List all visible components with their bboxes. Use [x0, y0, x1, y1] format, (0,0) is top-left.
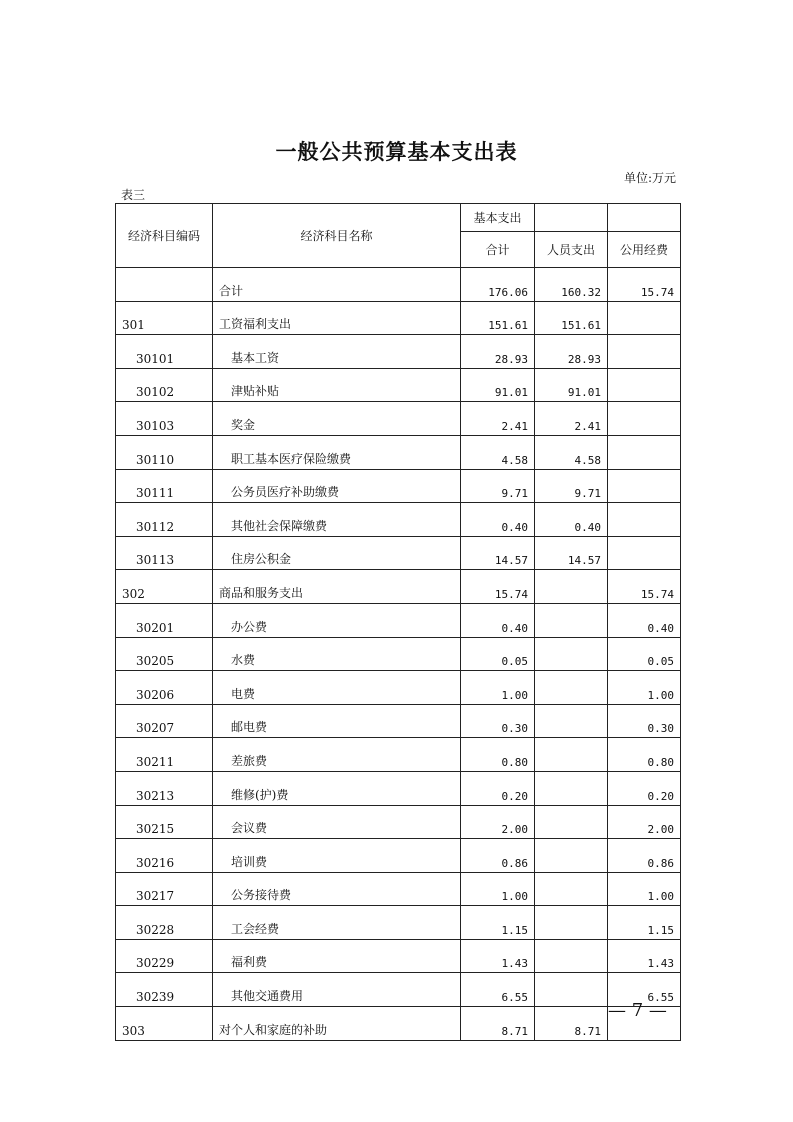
cell-total: 8.71 — [461, 1007, 535, 1041]
table-row — [116, 738, 681, 772]
cell-personnel — [535, 603, 608, 637]
cell-code: 30213 — [116, 771, 213, 805]
cell-name: 工资福利支出 — [213, 301, 461, 335]
cell-personnel — [535, 973, 608, 1007]
cell-total: 0.30 — [461, 704, 535, 738]
cell-code: 30205 — [116, 637, 213, 671]
cell-public: 1.15 — [608, 906, 681, 940]
cell-total: 0.80 — [461, 738, 535, 772]
cell-public — [608, 368, 681, 402]
header-name: 经济科目名称 — [213, 204, 461, 268]
cell-name: 水费 — [213, 637, 461, 671]
cell-personnel: 0.40 — [535, 503, 608, 537]
cell-code: 302 — [116, 570, 213, 604]
cell-name: 商品和服务支出 — [213, 570, 461, 604]
cell-public: 0.40 — [608, 603, 681, 637]
cell-public — [608, 469, 681, 503]
table-row — [116, 268, 681, 302]
cell-personnel — [535, 704, 608, 738]
cell-total: 176.06 — [461, 268, 535, 302]
cell-personnel — [535, 872, 608, 906]
cell-name: 其他交通费用 — [213, 973, 461, 1007]
cell-personnel: 14.57 — [535, 536, 608, 570]
cell-public — [608, 402, 681, 436]
cell-personnel: 28.93 — [535, 335, 608, 369]
cell-personnel — [535, 570, 608, 604]
cell-total: 15.74 — [461, 570, 535, 604]
cell-name: 基本工资 — [213, 335, 461, 369]
page-title: 一般公共预算基本支出表 — [275, 139, 518, 164]
table-row — [116, 301, 681, 335]
cell-name: 住房公积金 — [213, 536, 461, 570]
table-row — [116, 872, 681, 906]
header-blank-1 — [535, 204, 608, 232]
table-row — [116, 704, 681, 738]
cell-name: 电费 — [213, 671, 461, 705]
cell-total: 28.93 — [461, 335, 535, 369]
cell-public: 0.30 — [608, 704, 681, 738]
cell-code: 30217 — [116, 872, 213, 906]
cell-personnel — [535, 771, 608, 805]
table-row — [116, 335, 681, 369]
cell-personnel — [535, 839, 608, 873]
cell-public: 1.00 — [608, 872, 681, 906]
cell-name: 对个人和家庭的补助 — [213, 1007, 461, 1041]
table-label: 表三 — [121, 188, 146, 202]
header-basic: 基本支出 — [461, 204, 535, 232]
unit-label: 单位:万元 — [623, 171, 676, 185]
cell-personnel — [535, 805, 608, 839]
cell-total: 1.15 — [461, 906, 535, 940]
table-row — [116, 973, 681, 1007]
cell-total: 0.86 — [461, 839, 535, 873]
cell-total: 2.00 — [461, 805, 535, 839]
cell-code: 30110 — [116, 435, 213, 469]
cell-total: 14.57 — [461, 536, 535, 570]
cell-public — [608, 301, 681, 335]
table-row — [116, 603, 681, 637]
cell-name: 邮电费 — [213, 704, 461, 738]
cell-total: 1.00 — [461, 872, 535, 906]
cell-total: 91.01 — [461, 368, 535, 402]
cell-total: 1.43 — [461, 939, 535, 973]
cell-total: 4.58 — [461, 435, 535, 469]
cell-total: 0.40 — [461, 503, 535, 537]
table-row — [116, 939, 681, 973]
cell-public: 0.05 — [608, 637, 681, 671]
cell-public: 0.86 — [608, 839, 681, 873]
cell-code: 30101 — [116, 335, 213, 369]
cell-code: 30113 — [116, 536, 213, 570]
cell-code: 30239 — [116, 973, 213, 1007]
table-row — [116, 839, 681, 873]
cell-code: 30228 — [116, 906, 213, 940]
cell-code: 30207 — [116, 704, 213, 738]
cell-public: 0.80 — [608, 738, 681, 772]
cell-code: 30111 — [116, 469, 213, 503]
cell-personnel: 91.01 — [535, 368, 608, 402]
cell-name: 差旅费 — [213, 738, 461, 772]
cell-code: 303 — [116, 1007, 213, 1041]
table-row — [116, 469, 681, 503]
cell-code: 30229 — [116, 939, 213, 973]
cell-code: 30103 — [116, 402, 213, 436]
cell-name: 公务接待费 — [213, 872, 461, 906]
cell-personnel: 9.71 — [535, 469, 608, 503]
cell-code — [116, 268, 213, 302]
cell-public: 2.00 — [608, 805, 681, 839]
cell-personnel: 8.71 — [535, 1007, 608, 1041]
cell-total: 0.40 — [461, 603, 535, 637]
page-number: — 7 — — [608, 1000, 667, 1021]
table-row — [116, 771, 681, 805]
cell-total: 1.00 — [461, 671, 535, 705]
table-row — [116, 503, 681, 537]
cell-name: 培训费 — [213, 839, 461, 873]
cell-total: 151.61 — [461, 301, 535, 335]
cell-personnel — [535, 906, 608, 940]
cell-name: 公务员医疗补助缴费 — [213, 469, 461, 503]
cell-personnel — [535, 637, 608, 671]
table-row — [116, 906, 681, 940]
table-row — [116, 435, 681, 469]
cell-total: 2.41 — [461, 402, 535, 436]
cell-code: 301 — [116, 301, 213, 335]
table-row — [116, 402, 681, 436]
table-row — [116, 671, 681, 705]
cell-public: 15.74 — [608, 570, 681, 604]
cell-personnel: 4.58 — [535, 435, 608, 469]
cell-public: 1.43 — [608, 939, 681, 973]
table-row — [116, 368, 681, 402]
cell-total: 6.55 — [461, 973, 535, 1007]
table-row — [116, 805, 681, 839]
cell-name: 津贴补贴 — [213, 368, 461, 402]
cell-total: 0.20 — [461, 771, 535, 805]
table-row — [116, 570, 681, 604]
cell-public — [608, 536, 681, 570]
cell-public: 15.74 — [608, 268, 681, 302]
cell-total: 9.71 — [461, 469, 535, 503]
cell-code: 30102 — [116, 368, 213, 402]
cell-public — [608, 503, 681, 537]
header-code: 经济科目编码 — [116, 204, 213, 268]
cell-personnel — [535, 671, 608, 705]
budget-table — [115, 203, 681, 1041]
header-public: 公用经费 — [608, 232, 681, 268]
header-blank-2 — [608, 204, 681, 232]
header-personnel: 人员支出 — [535, 232, 608, 268]
cell-personnel: 151.61 — [535, 301, 608, 335]
cell-total: 0.05 — [461, 637, 535, 671]
cell-code: 30112 — [116, 503, 213, 537]
cell-personnel — [535, 939, 608, 973]
cell-code: 30206 — [116, 671, 213, 705]
cell-personnel — [535, 738, 608, 772]
cell-code: 30215 — [116, 805, 213, 839]
cell-code: 30201 — [116, 603, 213, 637]
cell-public: 6.55 — [608, 973, 681, 1007]
table-row — [116, 1007, 681, 1041]
cell-public: 1.00 — [608, 671, 681, 705]
cell-name: 合计 — [213, 268, 461, 302]
cell-name: 办公费 — [213, 603, 461, 637]
header-total: 合计 — [461, 232, 535, 268]
cell-personnel: 2.41 — [535, 402, 608, 436]
cell-name: 职工基本医疗保险缴费 — [213, 435, 461, 469]
cell-public — [608, 435, 681, 469]
cell-code: 30216 — [116, 839, 213, 873]
table-row — [116, 536, 681, 570]
cell-personnel: 160.32 — [535, 268, 608, 302]
cell-code: 30211 — [116, 738, 213, 772]
cell-name: 奖金 — [213, 402, 461, 436]
cell-public: 0.20 — [608, 771, 681, 805]
cell-public — [608, 335, 681, 369]
cell-name: 维修(护)费 — [213, 771, 461, 805]
cell-name: 福利费 — [213, 939, 461, 973]
cell-name: 其他社会保障缴费 — [213, 503, 461, 537]
cell-name: 工会经费 — [213, 906, 461, 940]
cell-name: 会议费 — [213, 805, 461, 839]
table-row — [116, 637, 681, 671]
